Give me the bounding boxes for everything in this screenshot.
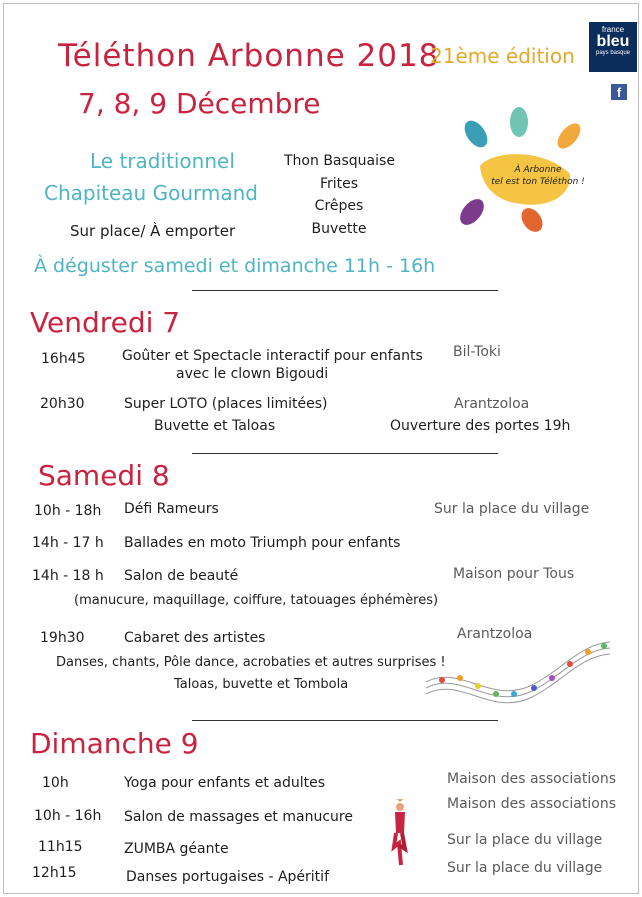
event-place: Bil-Toki xyxy=(453,344,501,360)
facebook-icon[interactable]: f xyxy=(611,84,627,100)
event-place-note: Ouverture des portes 19h xyxy=(390,418,571,434)
note xyxy=(567,661,573,667)
event-title: Salon de beauté xyxy=(124,568,239,584)
menu-item: Crêpes xyxy=(314,198,364,214)
sun-petal-orange xyxy=(553,119,585,152)
chapiteau-line2: Chapiteau Gourmand xyxy=(44,181,258,205)
poster xyxy=(3,3,639,894)
divider xyxy=(192,720,498,721)
event-time: 12h15 xyxy=(32,865,77,881)
event-title: Cabaret des artistes xyxy=(124,630,266,646)
event-detail: Buvette et Taloas xyxy=(154,418,276,434)
divider xyxy=(192,453,498,454)
samedi-heading: Samedi 8 xyxy=(38,459,170,492)
event-place: Sur la place du village xyxy=(447,860,603,876)
note xyxy=(549,675,555,681)
note xyxy=(457,675,463,681)
sun-petal-red xyxy=(517,204,547,236)
menu-item: Thon Basquaise xyxy=(284,153,395,169)
note xyxy=(531,685,537,691)
edition-label: 21ème édition xyxy=(430,44,575,68)
event-place: Arantzoloa xyxy=(454,396,530,412)
sun-petal-blue xyxy=(460,117,492,152)
event-detail: Danses, chants, Pôle dance, acrobaties et autres surprises ! xyxy=(56,655,446,670)
event-place: Arantzoloa xyxy=(457,626,533,642)
note xyxy=(475,683,481,689)
yoga-figure-illustration xyxy=(387,799,413,867)
sun-petal-green xyxy=(510,107,528,137)
event-time: 16h45 xyxy=(41,351,86,367)
event-time: 14h - 17 h xyxy=(32,535,104,551)
note xyxy=(493,691,499,697)
event-place: Maison des associations xyxy=(447,771,616,787)
dimanche-heading: Dimanche 9 xyxy=(30,727,199,760)
event-title: Défi Rameurs xyxy=(124,501,219,517)
chapiteau-line1: Le traditionnel xyxy=(90,149,235,173)
event-title: Danses portugaises - Apéritif xyxy=(126,869,329,885)
event-title: ZUMBA géante xyxy=(124,841,229,857)
sur-place-label: Sur place/ À emporter xyxy=(70,222,236,240)
event-title: Salon de massages et manucure xyxy=(124,809,353,825)
deguster-label: À déguster samedi et dimanche 11h - 16h xyxy=(34,255,436,277)
event-place: Maison pour Tous xyxy=(453,566,575,582)
chapiteau-menu xyxy=(284,150,394,240)
event-time: 10h - 18h xyxy=(34,503,102,519)
event-time: 20h30 xyxy=(40,396,85,412)
note xyxy=(439,677,445,683)
event-time: 19h30 xyxy=(40,630,85,646)
event-detail: Taloas, buvette et Tombola xyxy=(174,677,349,692)
event-time: 10h xyxy=(42,775,69,791)
note xyxy=(585,649,591,655)
vendredi-heading: Vendredi 7 xyxy=(30,306,181,339)
event-title: Goûter et Spectacle interactif pour enfants xyxy=(122,348,423,364)
menu-item: Buvette xyxy=(311,220,367,237)
event-time: 10h - 16h xyxy=(34,808,102,824)
sun-logo-text: À Arbonne tel est ton Téléthon ! xyxy=(491,165,585,187)
event-place: Sur la place du village xyxy=(447,832,603,848)
page-title: Téléthon Arbonne 2018 xyxy=(58,38,440,74)
event-detail: (manucure, maquillage, coiffure, tatouages éphémères) xyxy=(74,593,439,608)
event-title: Yoga pour enfants et adultes xyxy=(124,775,325,791)
sun-petal-purple xyxy=(455,195,488,230)
music-notes-illustration xyxy=(420,634,615,719)
event-title: Super LOTO (places limitées) xyxy=(124,396,328,412)
event-time: 14h - 18 h xyxy=(32,568,104,584)
event-place: Maison des associations xyxy=(447,796,616,812)
menu-item: Frites xyxy=(319,175,359,192)
note xyxy=(601,643,607,649)
event-time: 11h15 xyxy=(38,839,83,855)
note xyxy=(511,691,517,697)
event-title: Ballades en moto Triumph pour enfants xyxy=(124,535,401,551)
divider xyxy=(192,290,498,291)
event-detail: avec le clown Bigoudi xyxy=(176,366,329,382)
event-place: Sur la place du village xyxy=(434,501,590,517)
event-dates: 7, 8, 9 Décembre xyxy=(78,87,321,120)
france-bleu-logo[interactable]: france bleu pays basque xyxy=(589,22,637,72)
